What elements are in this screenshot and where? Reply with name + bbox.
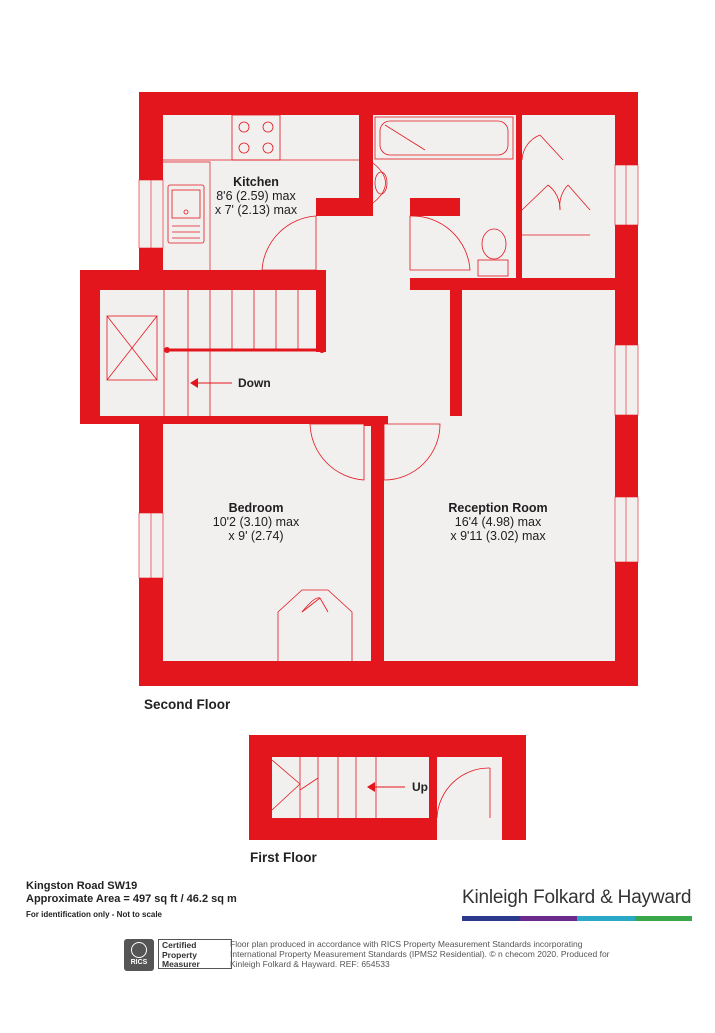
reception-label	[428, 501, 568, 543]
brand-bar-blue	[462, 916, 520, 921]
wall-bath-cupboard	[516, 115, 522, 278]
wall-bath-bottom	[410, 278, 615, 290]
first-floor-plan	[249, 735, 526, 840]
floor-plan-disclaimer: Floor plan produced in accordance with RICS Property Measurement Standards incorporating International Property Measurement Standards (IPMS2 Residential). © n checom 2020. Produced for Kinleigh Folkard & Hayward. REF: 654533	[230, 939, 610, 969]
first-floor-title: First Floor	[250, 850, 317, 865]
property-info	[26, 880, 237, 921]
reception-floor	[384, 290, 615, 661]
brand-color-bar	[462, 916, 692, 921]
bedroom-label	[196, 501, 316, 543]
wall-stair-right	[316, 270, 326, 352]
second-floor-title: Second Floor	[144, 697, 231, 712]
window-reception-upper	[615, 345, 638, 415]
stair-floor	[100, 290, 325, 416]
rics-certified-badge	[124, 939, 224, 971]
stairs-down-label: Down	[238, 376, 271, 390]
first-floor-partition	[429, 757, 437, 840]
second-floor-plan	[80, 92, 638, 686]
brand-bar-cyan	[577, 916, 635, 921]
reception-dim1: 16'4 (4.98) max	[454, 515, 542, 529]
agent-brand-name: Kinleigh Folkard & Hayward	[462, 887, 692, 908]
wall-reception-left-upper	[450, 278, 462, 416]
wall-kitchen-bath	[359, 115, 373, 216]
reception-name: Reception Room	[448, 501, 548, 515]
reception-dim2: x 9'11 (3.02) max	[450, 529, 546, 543]
kitchen-label	[196, 175, 316, 217]
wall-bed-reception	[371, 416, 384, 661]
identification-note: For identification only - Not to scale	[26, 910, 163, 919]
wall-stair-bottom	[100, 416, 310, 424]
wall-bath-landing	[410, 198, 460, 216]
rics-badge-text: Certified Property Measurer	[158, 939, 232, 969]
bedroom-dim1: 10'2 (3.10) max	[212, 515, 300, 529]
kitchen-name: Kitchen	[233, 175, 279, 189]
property-address: Kingston Road SW19	[26, 880, 138, 892]
bedroom-name: Bedroom	[228, 501, 284, 515]
rics-logo-text: RICS	[130, 959, 148, 966]
brand-bar-purple	[520, 916, 578, 921]
wall-kitchen-bottom	[163, 270, 323, 290]
window-right-top	[615, 165, 638, 225]
brand-bar-green	[635, 916, 693, 921]
stairs-up-label: Up	[412, 780, 428, 794]
kitchen-dim2: x 7' (2.13) max	[214, 203, 298, 217]
wall-kitchen-landing	[316, 198, 366, 216]
rics-logo-icon	[124, 939, 154, 971]
property-area: Approximate Area = 497 sq ft / 46.2 sq m	[26, 893, 237, 905]
kitchen-dim1: 8'6 (2.59) max	[216, 189, 296, 203]
window-reception-lower	[615, 497, 638, 562]
bedroom-dim2: x 9' (2.74)	[228, 529, 284, 543]
